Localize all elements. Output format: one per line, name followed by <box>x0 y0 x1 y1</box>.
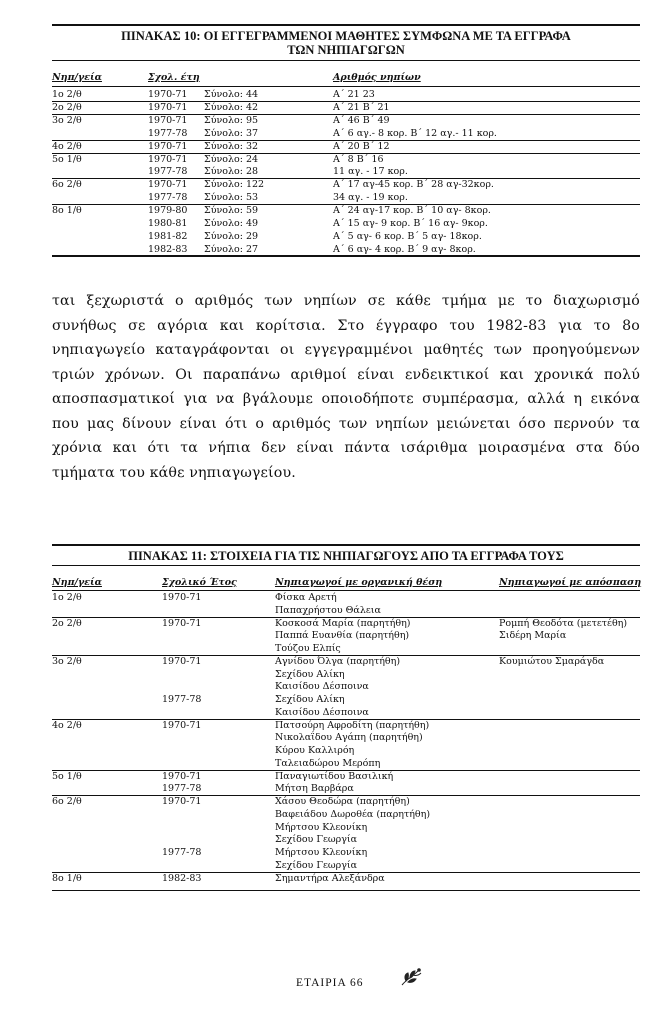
table10-cell-pupils: Α΄ 21 23 <box>333 89 375 100</box>
table11-title: ΠΙΝΑΚΑΣ 11: ΣΤΟΙΧΕΙΑ ΓΙΑ ΤΙΣ ΝΗΠΙΑΓΩΓΟΥΣ ΑΠΟ ΤΑ ΕΓΓΡΑΦΑ ΤΟΥΣ <box>128 549 564 563</box>
table10-cell-school: 3ο 2/θ <box>52 114 82 126</box>
table11-cell-year: 1970-71 <box>162 655 202 667</box>
table10-cell-school: 8ο 1/θ <box>52 205 82 217</box>
table10-cell-pupils: Α΄ 24 αγ-17 κορ. Β΄ 10 αγ- 8κορ. <box>333 205 491 217</box>
table11-cell-organic: Φίσκα Αρετή <box>275 592 337 603</box>
table10-cell-year: 1970-71 <box>148 140 188 152</box>
table11-title-rule <box>52 565 640 566</box>
table11-cell-organic: Ταλειαδώρου Μερόπη <box>275 757 381 769</box>
table10-cell-school: 6ο 2/θ <box>52 179 82 191</box>
table11-cell-secondment: Ρομπή Θεοδότα (μετετέθη) <box>499 617 628 629</box>
table10-cell-year: 1979-80 <box>148 205 188 217</box>
table10-cell-pupils: Α΄ 8 Β΄ 16 <box>333 153 384 165</box>
table11-cell-organic: Μήρτσου Κλεονίκη <box>275 847 368 858</box>
table10-top-rule <box>52 24 640 26</box>
table10-cell-total: Σύνολο: 37 <box>204 127 259 139</box>
table10-cell-year: 1977-78 <box>148 127 188 139</box>
table10-cell-total: Σύνολο: 49 <box>204 218 259 229</box>
table10-cell-year: 1977-78 <box>148 192 188 204</box>
table10-cell-school: 4ο 2/θ <box>52 140 82 152</box>
table10-cell-total: Σύνολο: 59 <box>204 205 259 217</box>
table10-title-line2: ΤΩΝ ΝΗΠΙΑΓΩΓΩΝ <box>287 43 405 57</box>
table10-cell-total: Σύνολο: 53 <box>204 192 259 204</box>
table10-cell-total: Σύνολο: 32 <box>204 140 259 152</box>
table10-header-rule <box>52 86 640 87</box>
table11-cell-organic: Κύρου Καλλιρόη <box>275 745 355 756</box>
table11-cell-organic: Παναγιωτίδου Βασιλική <box>275 770 394 782</box>
table11-cell-organic: Σεχίδου Γεωργία <box>275 859 358 871</box>
table11-cell-organic: Παπαχρήστου Θάλεια <box>275 604 381 616</box>
table10-cell-pupils: 34 αγ. - 19 κορ. <box>333 192 408 204</box>
ornament-icon <box>398 965 424 991</box>
table11-cell-organic: Νικολαΐδου Αγάπη (παρητήθη) <box>275 732 423 744</box>
table10-cell-pupils: Α΄ 6 αγ- 4 κορ. Β΄ 9 αγ- 8κορ. <box>333 243 476 255</box>
table11-cell-organic: Σημαντήρα Αλεξάνδρα <box>275 872 385 884</box>
table11-cell-year: 1977-78 <box>162 847 202 858</box>
table10-title-line1: ΠΙΝΑΚΑΣ 10: ΟΙ ΕΓΓΕΓΡΑΜΜΕΝΟΙ ΜΑΘΗΤΕΣ ΣΥΜΦΩΝΑ ΜΕ ΤΑ ΕΓΓΡΑΦΑ <box>121 29 571 43</box>
table11-cell-organic: Καισίδου Δέσποινα <box>275 706 369 718</box>
table10-cell-total: Σύνολο: 28 <box>204 166 259 178</box>
table11-cell-organic: Αγνίδου Όλγα (παρητήθη) <box>275 655 401 667</box>
table11-cell-secondment: Σιδέρη Μαρία <box>499 630 567 642</box>
table10-title-rule <box>52 60 640 61</box>
table10-cell-pupils: Α΄ 21 Β΄ 21 <box>333 101 390 113</box>
table11-cell-secondment: Κουμιώτου Σμαράγδα <box>499 655 605 667</box>
table11-header-secondment: Νηπιαγωγοί με απόσπαση <box>499 577 642 588</box>
table10-cell-total: Σύνολο: 24 <box>204 153 259 165</box>
table11-header-year: Σχολικό Έτος <box>162 577 237 588</box>
table10-cell-total: Σύνολο: 27 <box>204 243 259 255</box>
table11-cell-school: 5ο 1/θ <box>52 770 82 782</box>
table11-cell-year: 1977-78 <box>162 783 202 795</box>
table11-header-school: Νηπ/γεία <box>52 577 102 588</box>
table10-bottom-rule <box>52 255 640 257</box>
table11-cell-year: 1970-71 <box>162 796 202 807</box>
table11-cell-year: 1982-83 <box>162 872 202 884</box>
table10-cell-year: 1970-71 <box>148 114 188 126</box>
table11-bottom-rule <box>52 890 640 891</box>
table10-cell-year: 1970-71 <box>148 89 188 100</box>
table10-cell-school: 2ο 2/θ <box>52 101 82 113</box>
table11-cell-organic: Πατσούρη Αφροδίτη (παρητήθη) <box>275 719 430 731</box>
table10-cell-total: Σύνολο: 95 <box>204 114 259 126</box>
table10-cell-pupils: Α΄ 6 αγ.- 8 κορ. Β΄ 12 αγ.- 11 κορ. <box>333 127 497 139</box>
table10-cell-year: 1982-83 <box>148 243 188 255</box>
table11-cell-school: 1ο 2/θ <box>52 592 82 603</box>
table11-cell-organic: Σεχίδου Αλίκη <box>275 668 345 680</box>
table11-cell-organic: Κοσκοσά Μαρία (παρητήθη) <box>275 617 411 629</box>
table11-header-rule <box>52 590 640 591</box>
table10-cell-year: 1970-71 <box>148 101 188 113</box>
table10-cell-pupils: 11 αγ. - 17 κορ. <box>333 166 408 178</box>
table11-cell-school: 2ο 2/θ <box>52 617 82 629</box>
table10-header-school: Νηπ/γεία <box>52 72 102 83</box>
table10-cell-pupils: Α΄ 5 αγ- 6 κορ. Β΄ 5 αγ- 18κορ. <box>333 230 482 242</box>
table10-cell-total: Σύνολο: 122 <box>204 179 265 191</box>
table10-cell-pupils: Α΄ 46 Β΄ 49 <box>333 114 390 126</box>
table11-cell-school: 3ο 2/θ <box>52 655 82 667</box>
table10-header-year: Σχολ. έτη <box>148 72 200 83</box>
body-paragraph: ται ξεχωριστά ο αριθμός των νηπίων σε κάθε τμήμα με το διαχωρισμό συνήθως σε αγόρια και κορίτσια. Στο έγγραφο του 1982-83 για το 8ο νηπιαγωγείο καταγράφονται οι εγγεγραμμένοι μαθητές των προηγούμενων τριών χρόνων. Οι παραπάνω αριθμοί είναι ενδεικτικοί και χρονικά πολύ αποσπασματικοί για να βγάλουμε οποιοδήποτε συμπέρασμα, αλλά η εικόνα που μας δίνουν είναι ότι ο αριθμός των νηπίων μειώνεται όσο περνούν τα χρόνια και ότι τα νήπια δεν είναι πάντα ισάριθμα μοιρασμένα στα δύο τμήματα του κάθε νηπιαγωγείου. <box>52 293 640 481</box>
table10-cell-pupils: Α΄ 17 αγ-45 κορ. Β΄ 28 αγ-32κορ. <box>333 179 494 191</box>
table10-cell-year: 1970-71 <box>148 179 188 191</box>
table11-cell-year: 1970-71 <box>162 592 202 603</box>
table11-cell-school: 8ο 1/θ <box>52 872 82 884</box>
table10-cell-total: Σύνολο: 29 <box>204 230 259 242</box>
table10-cell-year: 1977-78 <box>148 166 188 178</box>
table11-cell-organic: Παππά Ευανθία (παρητήθη) <box>275 630 410 642</box>
table11-cell-year: 1970-71 <box>162 617 202 629</box>
table11-cell-organic: Σεχίδου Γεωργία <box>275 834 358 846</box>
table11-top-rule <box>52 544 640 546</box>
table11-cell-organic: Σεχίδου Αλίκη <box>275 694 345 705</box>
table10-cell-year: 1970-71 <box>148 153 188 165</box>
table11-cell-organic: Βαφειάδου Δωροθέα (παρητήθη) <box>275 808 431 820</box>
table10-cell-pupils: Α΄ 20 Β΄ 12 <box>333 140 390 152</box>
table10-cell-school: 5ο 1/θ <box>52 153 82 165</box>
table11-cell-school: 4ο 2/θ <box>52 719 82 731</box>
table10-cell-pupils: Α΄ 15 αγ- 9 κορ. Β΄ 16 αγ- 9κορ. <box>333 218 488 229</box>
table10-cell-school: 1ο 2/θ <box>52 89 82 100</box>
footer-label: ΕΤΑΙΡΙΑ 66 <box>296 977 364 989</box>
table11-cell-organic: Καισίδου Δέσποινα <box>275 681 369 693</box>
table11-cell-organic: Τούζου Ελπίς <box>275 643 341 654</box>
table10-header-pupils: Αριθμός νηπίων <box>333 72 421 83</box>
table11-cell-organic: Χάσου Θεοδώρα (παρητήθη) <box>275 796 410 807</box>
table11-cell-year: 1977-78 <box>162 694 202 705</box>
table11-cell-organic: Μήρτσου Κλεονίκη <box>275 821 368 833</box>
table11-cell-school: 6ο 2/θ <box>52 796 82 807</box>
table11-header-organic: Νηπιαγωγοί με οργανική θέση <box>275 577 443 588</box>
table10-cell-total: Σύνολο: 44 <box>204 89 259 100</box>
table10-cell-total: Σύνολο: 42 <box>204 101 259 113</box>
table10-cell-year: 1980-81 <box>148 218 188 229</box>
table11-cell-organic: Μήτση Βαρβάρα <box>275 783 354 795</box>
table11-cell-year: 1970-71 <box>162 719 202 731</box>
table11-cell-year: 1970-71 <box>162 770 202 782</box>
table10-cell-year: 1981-82 <box>148 230 188 242</box>
